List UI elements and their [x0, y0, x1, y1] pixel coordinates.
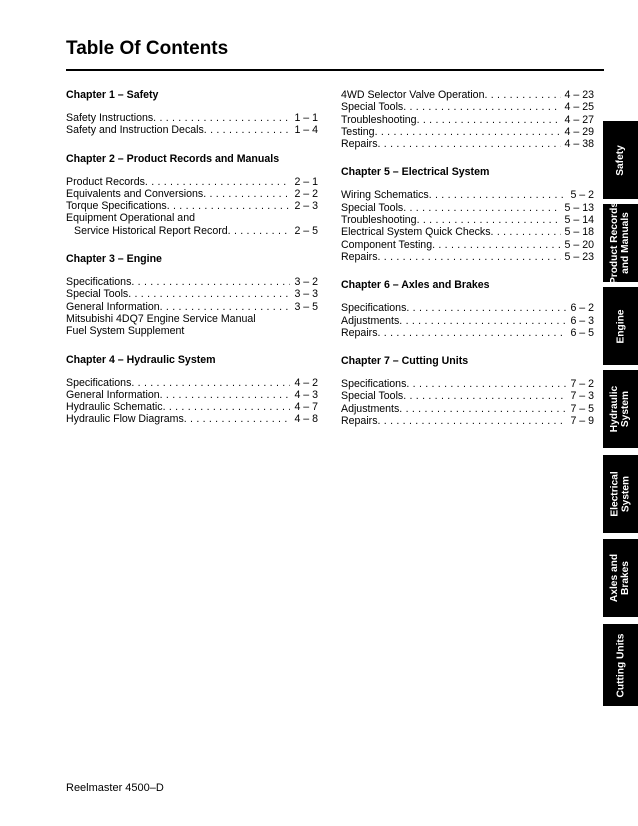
tab-axles-brakes[interactable]	[603, 539, 638, 617]
entry-label: Troubleshooting	[341, 113, 417, 126]
leader-dots	[417, 114, 561, 126]
entry-page: 4 – 7	[294, 401, 318, 414]
leader-dots	[131, 377, 290, 389]
entry-page: 6 – 3	[570, 314, 594, 327]
leader-dots	[375, 126, 561, 138]
title-divider	[66, 69, 604, 71]
toc-entry[interactable]	[341, 101, 594, 113]
entry-page: 6 – 5	[570, 326, 594, 339]
entry-label: Testing	[341, 125, 375, 138]
entry-page: 5 – 14	[564, 214, 594, 227]
chapter-title[interactable]: Chapter 5 – Electrical System	[341, 166, 490, 179]
entry-page: 2 – 5	[294, 224, 318, 237]
toc-entry[interactable]	[341, 189, 594, 201]
entry-label: Equivalents and Conversions	[66, 187, 204, 200]
chapter-title[interactable]: Chapter 1 – Safety	[66, 89, 159, 101]
tab-electrical-system[interactable]	[603, 455, 638, 533]
toc-entry[interactable]	[66, 313, 318, 325]
entry-page: 2 – 3	[294, 200, 318, 213]
leader-dots	[399, 315, 566, 327]
entry-label: Troubleshooting	[341, 214, 417, 227]
entry-page: 3 – 5	[294, 300, 318, 313]
entry-page: 4 – 23	[564, 89, 594, 101]
toc-right-column	[341, 89, 594, 443]
entry-page: 5 – 20	[564, 238, 594, 251]
chapter-title[interactable]: Chapter 4 – Hydraulic System	[66, 353, 216, 366]
toc-entry[interactable]	[66, 276, 318, 288]
tab-engine[interactable]	[603, 287, 638, 365]
tab-label: Cutting Units	[615, 633, 627, 697]
chapter-7	[341, 355, 594, 427]
entry-page: 4 – 2	[294, 376, 318, 389]
entry-label: Repairs	[341, 250, 378, 263]
entry-label: Service Historical Report Record	[74, 224, 228, 237]
entry-label: Special Tools	[66, 288, 129, 301]
leader-dots	[378, 415, 567, 427]
entry-label: Specifications	[66, 276, 132, 289]
tab-label: Electrical System	[609, 471, 632, 517]
page-title: Table Of Contents	[66, 38, 229, 59]
entry-label: Mitsubishi 4DQ7 Engine Service Manual	[66, 312, 256, 325]
entry-label: Component Testing	[341, 238, 433, 251]
tab-product-records[interactable]	[603, 201, 638, 285]
entry-page: 4 – 38	[564, 138, 594, 151]
leader-dots	[153, 112, 290, 124]
entry-label: Specifications	[341, 378, 407, 391]
entry-page: 4 – 27	[564, 113, 594, 126]
leader-dots	[378, 251, 561, 263]
entry-page: 5 – 23	[564, 250, 594, 263]
toc-entry[interactable]	[341, 403, 594, 415]
tab-label: Product Records and Manuals	[609, 201, 632, 285]
toc-entry[interactable]	[66, 225, 318, 237]
tab-label: Axles and Brakes	[609, 553, 632, 603]
entry-label: Safety and Instruction Decals	[66, 124, 204, 137]
chapter-title[interactable]: Chapter 3 – Engine	[66, 253, 162, 266]
leader-dots	[378, 138, 561, 150]
entry-page: 6 – 2	[570, 302, 594, 315]
entry-label: Safety Instructions	[66, 112, 154, 124]
entry-page: 7 – 5	[570, 402, 594, 415]
entry-page: 2 – 2	[294, 187, 318, 200]
toc-entry[interactable]	[341, 114, 594, 126]
leader-dots	[403, 101, 560, 113]
toc-entry[interactable]	[66, 288, 318, 300]
toc-entry[interactable]	[341, 315, 594, 327]
leader-dots	[228, 225, 291, 237]
entry-label: Special Tools	[341, 390, 404, 403]
chapter-1	[66, 89, 318, 137]
toc-entry[interactable]	[66, 188, 318, 200]
toc-entry[interactable]	[341, 327, 594, 339]
entry-page: 1 – 1	[294, 112, 318, 124]
entry-page: 1 – 4	[294, 124, 318, 137]
chapter-4-continued	[341, 89, 594, 150]
entry-label: Repairs	[341, 138, 378, 151]
toc-entry[interactable]	[341, 302, 594, 314]
entry-page: 4 – 3	[294, 388, 318, 401]
entry-label: Wiring Schematics	[341, 189, 429, 202]
leader-dots	[160, 389, 291, 401]
toc-entry[interactable]	[66, 413, 318, 425]
entry-label: Torque Specifications	[66, 200, 167, 213]
tab-label: Safety	[614, 144, 626, 176]
entry-page: 4 – 25	[564, 101, 594, 114]
tab-label: Engine	[615, 309, 626, 343]
toc-entry[interactable]	[66, 301, 318, 313]
toc-entry[interactable]	[66, 401, 318, 413]
chapter-3	[66, 253, 318, 337]
leader-dots	[163, 401, 291, 413]
toc-entry[interactable]	[66, 124, 318, 136]
leader-dots	[203, 188, 290, 200]
chapter-5	[341, 166, 594, 263]
entry-label: Hydraulic Schematic	[66, 401, 163, 414]
toc-entry[interactable]	[66, 389, 318, 401]
tab-cutting-units[interactable]	[603, 624, 638, 706]
chapter-title[interactable]: Chapter 7 – Cutting Units	[341, 355, 469, 368]
entry-label: Specifications	[66, 376, 132, 389]
leader-dots	[406, 302, 566, 314]
chapter-title[interactable]: Chapter 6 – Axles and Brakes	[341, 279, 490, 292]
leader-dots	[131, 276, 290, 288]
chapter-4	[66, 354, 318, 426]
entry-page: 4 – 29	[564, 125, 594, 138]
entry-page: 4 – 8	[294, 413, 318, 426]
entry-label: Electrical System Quick Checks	[341, 226, 491, 239]
toc-entry[interactable]	[66, 377, 318, 389]
entry-page: 3 – 3	[294, 288, 318, 301]
entry-label: Adjustments	[341, 314, 400, 327]
leader-dots	[167, 200, 291, 212]
leader-dots	[417, 214, 561, 226]
toc-entry[interactable]	[66, 112, 318, 124]
tab-label: Hydraulic System	[609, 385, 632, 433]
entry-page: 3 – 2	[294, 276, 318, 289]
entry-page: 7 – 2	[570, 378, 594, 391]
entry-label: General Information	[66, 388, 160, 401]
chapter-title[interactable]: Chapter 2 – Product Records and Manuals	[66, 152, 280, 165]
leader-dots	[491, 226, 561, 238]
entry-label: Hydraulic Flow Diagrams	[66, 413, 184, 426]
toc-entry[interactable]	[66, 325, 318, 337]
tab-hydraulic-system[interactable]	[603, 370, 638, 448]
toc-entry[interactable]	[341, 126, 594, 138]
toc-entry[interactable]	[341, 89, 594, 101]
toc-entry[interactable]	[66, 176, 318, 188]
leader-dots	[403, 202, 560, 214]
leader-dots	[403, 390, 566, 402]
toc-entry[interactable]	[341, 378, 594, 390]
toc-entry[interactable]	[341, 226, 594, 238]
toc-entry[interactable]	[341, 390, 594, 402]
toc-entry[interactable]	[341, 214, 594, 226]
page-footer: Reelmaster 4500–D	[66, 782, 164, 794]
entry-label: Product Records	[66, 175, 145, 188]
toc-entry[interactable]	[341, 202, 594, 214]
entry-page: 5 – 18	[564, 226, 594, 239]
leader-dots	[399, 403, 566, 415]
tab-safety[interactable]	[603, 121, 638, 199]
entry-page: 2 – 1	[294, 175, 318, 188]
toc-entry[interactable]	[66, 212, 318, 224]
toc-entry[interactable]	[66, 200, 318, 212]
entry-label: General Information	[66, 300, 160, 313]
toc-entry[interactable]	[341, 251, 594, 263]
toc-entry[interactable]	[341, 415, 594, 427]
leader-dots	[204, 124, 291, 136]
toc-left-column	[66, 89, 318, 442]
toc-entry[interactable]	[341, 239, 594, 251]
entry-label: 4WD Selector Valve Operation	[341, 89, 485, 101]
leader-dots	[184, 413, 291, 425]
toc-entry[interactable]	[341, 138, 594, 150]
entry-label: Repairs	[341, 326, 378, 339]
leader-dots	[160, 301, 291, 313]
leader-dots	[378, 327, 567, 339]
chapter-6	[341, 279, 594, 339]
leader-dots	[128, 288, 290, 300]
entry-label: Special Tools	[341, 201, 404, 214]
leader-dots	[429, 189, 567, 201]
entry-label: Repairs	[341, 415, 378, 428]
leader-dots	[145, 176, 291, 188]
leader-dots	[484, 89, 560, 101]
entry-label: Fuel System Supplement	[66, 325, 185, 338]
entry-page: 5 – 2	[570, 189, 594, 202]
entry-page: 7 – 3	[570, 390, 594, 403]
entry-label: Specifications	[341, 302, 407, 315]
entry-label: Special Tools	[341, 101, 404, 114]
entry-page: 7 – 9	[570, 415, 594, 428]
chapter-2	[66, 153, 318, 237]
leader-dots	[432, 239, 560, 251]
leader-dots	[406, 378, 566, 390]
entry-label: Adjustments	[341, 402, 400, 415]
entry-label: Equipment Operational and	[66, 212, 195, 225]
entry-page: 5 – 13	[564, 201, 594, 214]
